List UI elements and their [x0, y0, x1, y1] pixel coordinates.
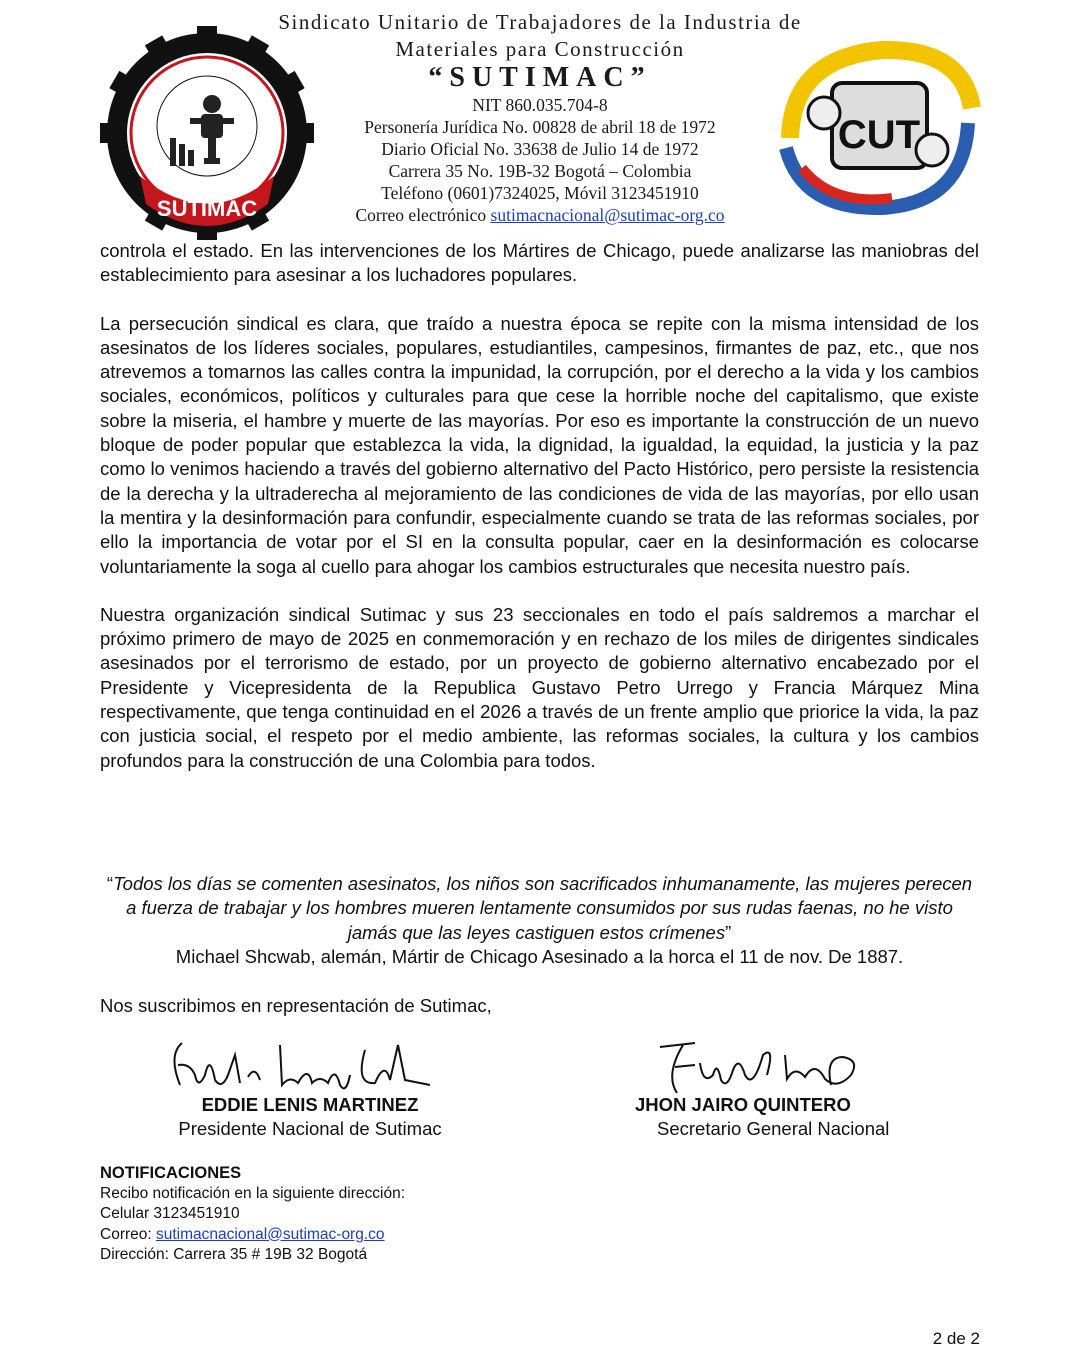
email-line [250, 204, 830, 226]
quote-text: Todos los días se comenten asesinatos, los niños son sacrificados inhumanamente, las mujeres perecen a fuerza de trabajar y los hombres mueren lentamente consumidos por sus rudas faenas, no he visto jamás que las leyes castiguen estos crímenes [113, 873, 973, 943]
personeria: Personería Jurídica No. 00828 de abril 18 de 1972 [364, 117, 716, 137]
header-email-link[interactable]: sutimacnacional@sutimac-org.co [490, 205, 725, 225]
quote-block [100, 872, 979, 969]
signer-title: Secretario General Nacional [657, 1118, 890, 1139]
quote-close-mark: ” [725, 921, 732, 943]
notifications-line: Recibo notificación en la siguiente dirección: [100, 1184, 406, 1202]
paragraph-1: controla el estado. En las intervenciones de los Mártires de Chicago, puede analizarse las maniobras del establecimiento para asesinar a los luchadores populares. [100, 240, 979, 286]
notifications-address: Dirección: Carrera 35 # 19B 32 Bogotá [100, 1246, 368, 1263]
signature-eddie-lenis [160, 1035, 450, 1095]
letterhead [250, 8, 830, 226]
cut-logo [772, 38, 984, 216]
paragraph-3: Nuestra organización sindical Sutimac y sus 23 seccionales en todo el país saldremos a marchar el próximo primero de mayo de 2025 en conmemoración y en rechazo de los miles de dirigentes sindicales asesinados por el terrorismo de estado, por un proyecto de gobierno alternativo encabezado por el Presidente y Vicepresidenta de la Republica Gustavo Petro Urrego y Francia Márquez Mina respectivamente, que tenga continuidad en el 2026 a través de un frente amplio que priorice la vida, la paz con justicia social, el respeto por el medio ambiente, las reformas sociales, la cultura y los cambios profundos para la construcción de una Colombia para todos. [100, 603, 979, 771]
email-label: Correo electrónico [355, 205, 487, 225]
signer-title: Presidente Nacional de Sutimac [178, 1118, 442, 1139]
phone: Teléfono (0601)7324025, Móvil 3123451910 [381, 183, 699, 203]
closing-line: Nos suscribimos en representación de Sutimac, [100, 995, 492, 1016]
notifications-title: NOTIFICACIONES [100, 1164, 242, 1182]
quote-open-mark: “ [106, 873, 114, 894]
notifications-phone: Celular 3123451910 [100, 1205, 240, 1222]
notifications-block [100, 1163, 405, 1266]
notifications-email-label: Correo: [100, 1225, 156, 1243]
page-number: 2 de 2 [932, 1329, 980, 1348]
org-short-name: “SUTIMAC” [428, 62, 652, 93]
notifications-email-line [100, 1225, 405, 1246]
paragraph-2: La persecución sindical es clara, que traído a nuestra época se repite con la misma intensidad de los asesinatos de los líderes sociales, populares, estudiantiles, campesinos, firmantes de paz, etc., que nos atrevemos a tomarnos las calles contra la impunidad, la corrupción, por el derecho a la vida y los cambios sociales, económicos, políticos y culturales para que cese la horrible noche del capitalismo, que existe sobre la miseria, el hambre y muerte de las mayorías. Por eso es importante la construcción de un nuevo bloque de poder popular que establezca la vida, la dignidad, la igualdad, la equidad, la justicia y la paz como lo venimos haciendo a través del gobierno alternativo del Pacto Histórico, pero persiste la resistencia de la derecha y la ultraderecha al mejoramiento de las condiciones de vida de las mayorías, por ello usan la mentira y la desinformación para confundir, especialmente cuando se trata de las reformas sociales, por ello la importancia de votar por el SI en la consulta popular, caer en la desinformación es colocarse voluntariamente la soga al cuello para ahogar los cambios estructurales que necesita nuestro país. [100, 312, 979, 577]
notifications-email-link[interactable]: sutimacnacional@sutimac-org.co [156, 1225, 385, 1243]
signature-jhon-jairo [655, 1035, 865, 1095]
signer-name: EDDIE LENIS MARTINEZ [201, 1094, 419, 1115]
signer-president [150, 1093, 470, 1141]
org-name-line1: Sindicato Unitario de Trabajadores de la Industria de [278, 10, 802, 34]
logo-left-label: SUTIMAC [156, 196, 258, 221]
org-name-line2: Materiales para Construcción [395, 37, 685, 61]
letter-body [100, 239, 979, 773]
signer-name: JHON JAIRO QUINTERO [635, 1094, 851, 1115]
quote-attribution: Michael Shcwab, alemán, Mártir de Chicago Asesinado a la horca el 11 de nov. De 1887. [175, 945, 904, 967]
diario-oficial: Diario Oficial No. 33638 de Julio 14 de 1972 [381, 139, 699, 159]
address: Carrera 35 No. 19B-32 Bogotá – Colombia [388, 161, 692, 181]
nit: NIT 860.035.704-8 [472, 95, 608, 115]
logo-right-label: CUT [837, 113, 921, 157]
signer-secretary [630, 1093, 950, 1141]
